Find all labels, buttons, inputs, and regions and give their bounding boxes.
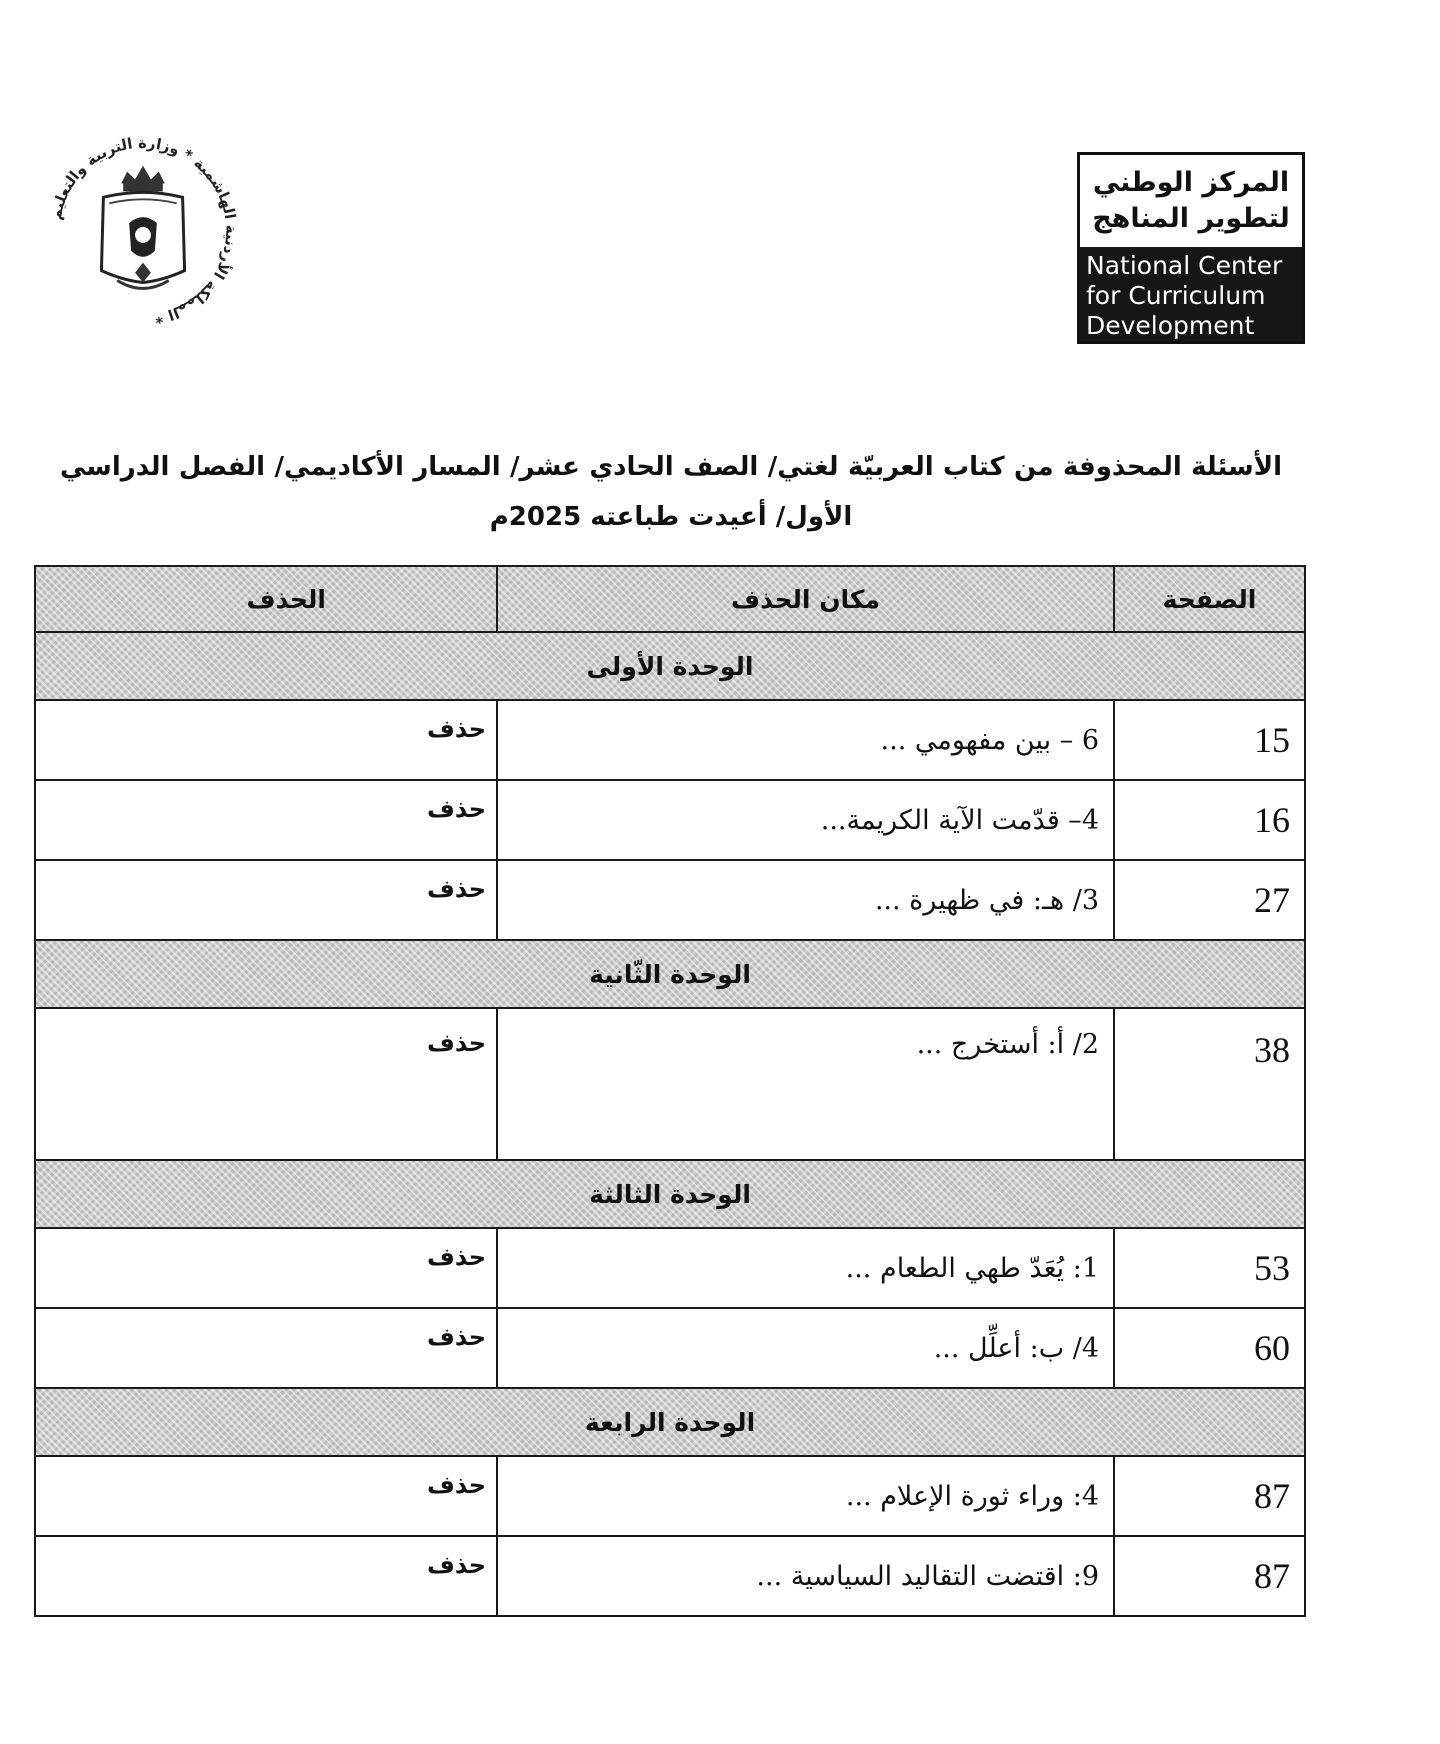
- row-place: 2/ أ: أستخرج ...: [497, 1008, 1114, 1160]
- row-deletion: حذف: [35, 1228, 497, 1308]
- row-deletion: حذف: [35, 1008, 497, 1160]
- table-row: [35, 1536, 1305, 1616]
- title-line-1: الأسئلة المحذوفة من كتاب العربيّة لغتي/ الصف الحادي عشر/ المسار الأكاديمي/ الفصل الدراسي: [60, 452, 1282, 482]
- row-place: 4: وراء ثورة الإعلام ...: [497, 1456, 1114, 1536]
- document-title: [60, 442, 1282, 542]
- row-place: 3/ هـ: في ظهيرة ...: [497, 860, 1114, 940]
- table-row: [35, 780, 1305, 860]
- header-place: مكان الحذف: [497, 566, 1114, 632]
- table-row: [35, 860, 1305, 940]
- unit-row: [35, 940, 1305, 1008]
- row-place: 9: اقتضت التقاليد السياسية ...: [497, 1536, 1114, 1616]
- row-deletion: حذف: [35, 780, 497, 860]
- ncc-en-line3: Development: [1086, 311, 1255, 340]
- row-place: 4– قدّمت الآية الكريمة...: [497, 780, 1114, 860]
- row-page: 27: [1114, 860, 1305, 940]
- ministry-seal-icon: [44, 132, 242, 330]
- header-deletion: الحذف: [35, 566, 497, 632]
- unit-title: الوحدة الأولى: [35, 632, 1305, 700]
- table-row: [35, 1228, 1305, 1308]
- table-row: [35, 1308, 1305, 1388]
- unit-title: الوحدة الثالثة: [35, 1160, 1305, 1228]
- ncc-ar-line2: لتطوير المناهج: [1092, 203, 1290, 234]
- row-page: 16: [1114, 780, 1305, 860]
- row-page: 60: [1114, 1308, 1305, 1388]
- unit-row: [35, 632, 1305, 700]
- row-place: 1: يُعَدّ طهي الطعام ...: [497, 1228, 1114, 1308]
- ncc-ar-line1: المركز الوطني: [1092, 167, 1290, 198]
- table-row: [35, 1008, 1305, 1160]
- row-page: 15: [1114, 700, 1305, 780]
- ncc-logo-arabic: [1080, 155, 1302, 247]
- unit-title: الوحدة الرابعة: [35, 1388, 1305, 1456]
- row-page: 53: [1114, 1228, 1305, 1308]
- unit-row: [35, 1160, 1305, 1228]
- row-deletion: حذف: [35, 1308, 497, 1388]
- table-header-row: [35, 566, 1305, 632]
- row-page: 38: [1114, 1008, 1305, 1160]
- table-row: [35, 1456, 1305, 1536]
- ncc-en-line1: National Center: [1086, 251, 1283, 280]
- deleted-questions-table: [34, 565, 1306, 1617]
- table-row: [35, 700, 1305, 780]
- row-page: 87: [1114, 1456, 1305, 1536]
- ncc-logo: [1077, 152, 1305, 344]
- ncc-logo-english: [1080, 247, 1302, 341]
- seal-ring-text: المملكة الأردنية الهاشمية * وزارة التربية والتعليم *: [46, 133, 241, 328]
- unit-row: [35, 1388, 1305, 1456]
- row-place: 6 – بين مفهومي ...: [497, 700, 1114, 780]
- header-page: الصفحة: [1114, 566, 1305, 632]
- ncc-en-line2: for Curriculum: [1086, 281, 1266, 310]
- row-deletion: حذف: [35, 1456, 497, 1536]
- unit-title: الوحدة الثّانية: [35, 940, 1305, 1008]
- title-line-2: الأول/ أعيدت طباعته 2025م: [489, 502, 853, 532]
- row-page: 87: [1114, 1536, 1305, 1616]
- row-deletion: حذف: [35, 1536, 497, 1616]
- row-place: 4/ ب: أعلِّل ...: [497, 1308, 1114, 1388]
- row-deletion: حذف: [35, 700, 497, 780]
- row-deletion: حذف: [35, 860, 497, 940]
